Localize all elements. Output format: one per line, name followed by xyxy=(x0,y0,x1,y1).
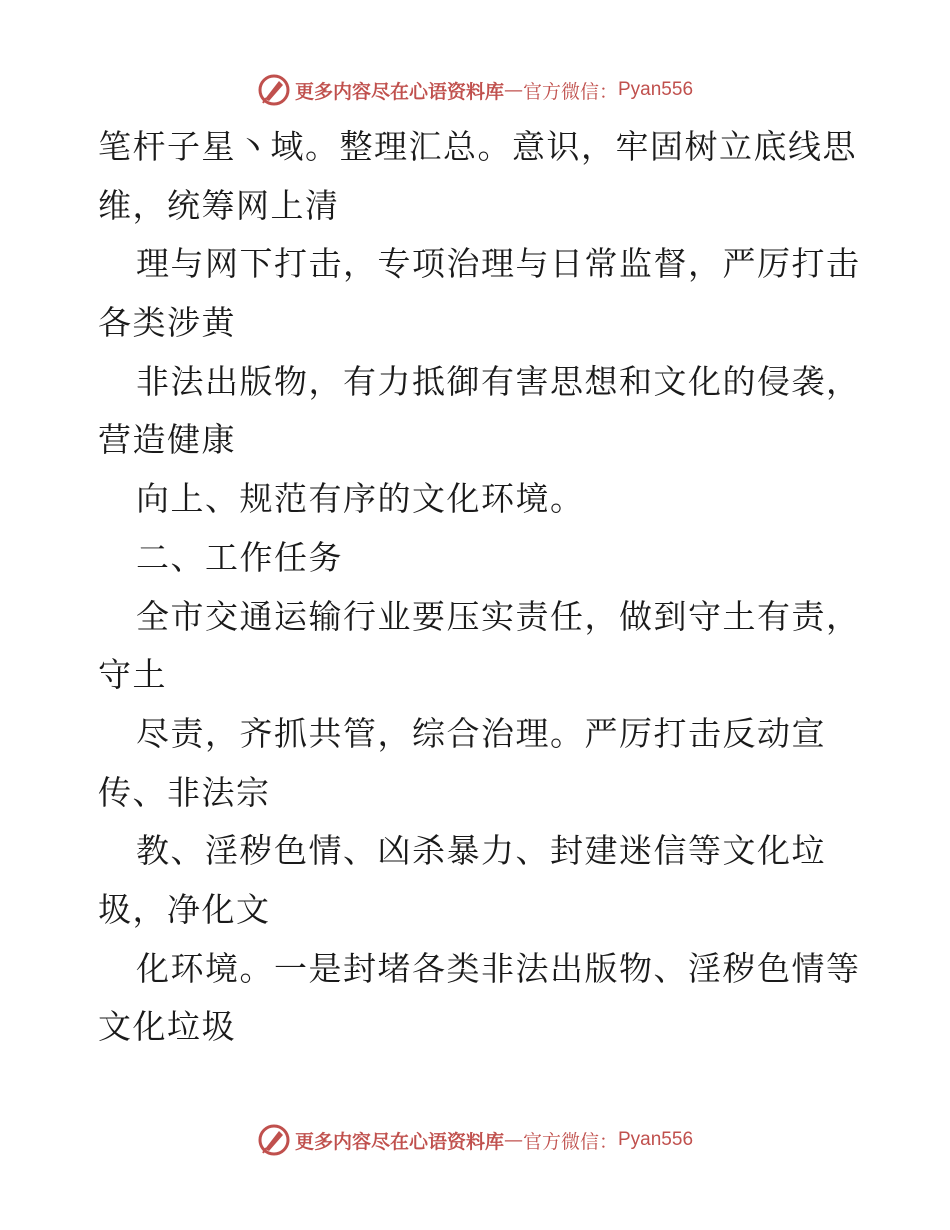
banner-dash: — xyxy=(503,1129,523,1151)
banner-wechat-id: Pyan556 xyxy=(618,1129,694,1150)
text-line: 向上、规范有序的文化环境。 xyxy=(136,479,585,519)
text-line: 营造健康 xyxy=(98,420,236,460)
text-line: 尽责，齐抓共管，综合治理。严厉打击反动宣 xyxy=(136,713,826,753)
text-line: 非法出版物，有力抵御有害思想和文化的侵袭， xyxy=(136,361,861,401)
text-line: 文化垃圾 xyxy=(98,1007,236,1047)
banner-wechat-id: Pyan556 xyxy=(618,79,694,100)
banner-wechat-label: 官方微信： xyxy=(522,80,618,103)
text-line: 全市交通运输行业要压实责任，做到守土有责， xyxy=(136,596,861,636)
text-line: 圾，净化文 xyxy=(98,889,271,929)
banner-wechat-label: 官方微信： xyxy=(522,1130,618,1153)
text-line: 传、非法宗 xyxy=(98,772,271,812)
footer-banner xyxy=(0,1120,950,1160)
document-body xyxy=(98,118,868,1057)
text-line: 笔杆子星丶域。整理汇总。意识，牢固树立底线思 xyxy=(98,127,857,166)
section-heading: 二、工作任务 xyxy=(136,537,343,577)
text-line: 教、淫秽色情、凶杀暴力、封建迷信等文化垃 xyxy=(136,831,826,871)
text-line: 各类涉黄 xyxy=(98,303,236,343)
header-banner xyxy=(0,70,950,110)
quill-pen-logo-icon xyxy=(257,1123,291,1157)
text-line: 维，统筹网上清 xyxy=(98,185,340,225)
banner-slogan: 更多内容尽在心语资料库 xyxy=(294,1130,504,1153)
banner-dash: — xyxy=(503,79,523,101)
banner-slogan: 更多内容尽在心语资料库 xyxy=(294,80,504,103)
text-line: 化环境。一是封堵各类非法出版物、淫秽色情等 xyxy=(136,948,861,988)
text-line: 理与网下打击，专项治理与日常监督，严厉打击 xyxy=(136,244,861,284)
quill-pen-logo-icon xyxy=(257,73,291,107)
text-line: 守土 xyxy=(98,655,167,695)
